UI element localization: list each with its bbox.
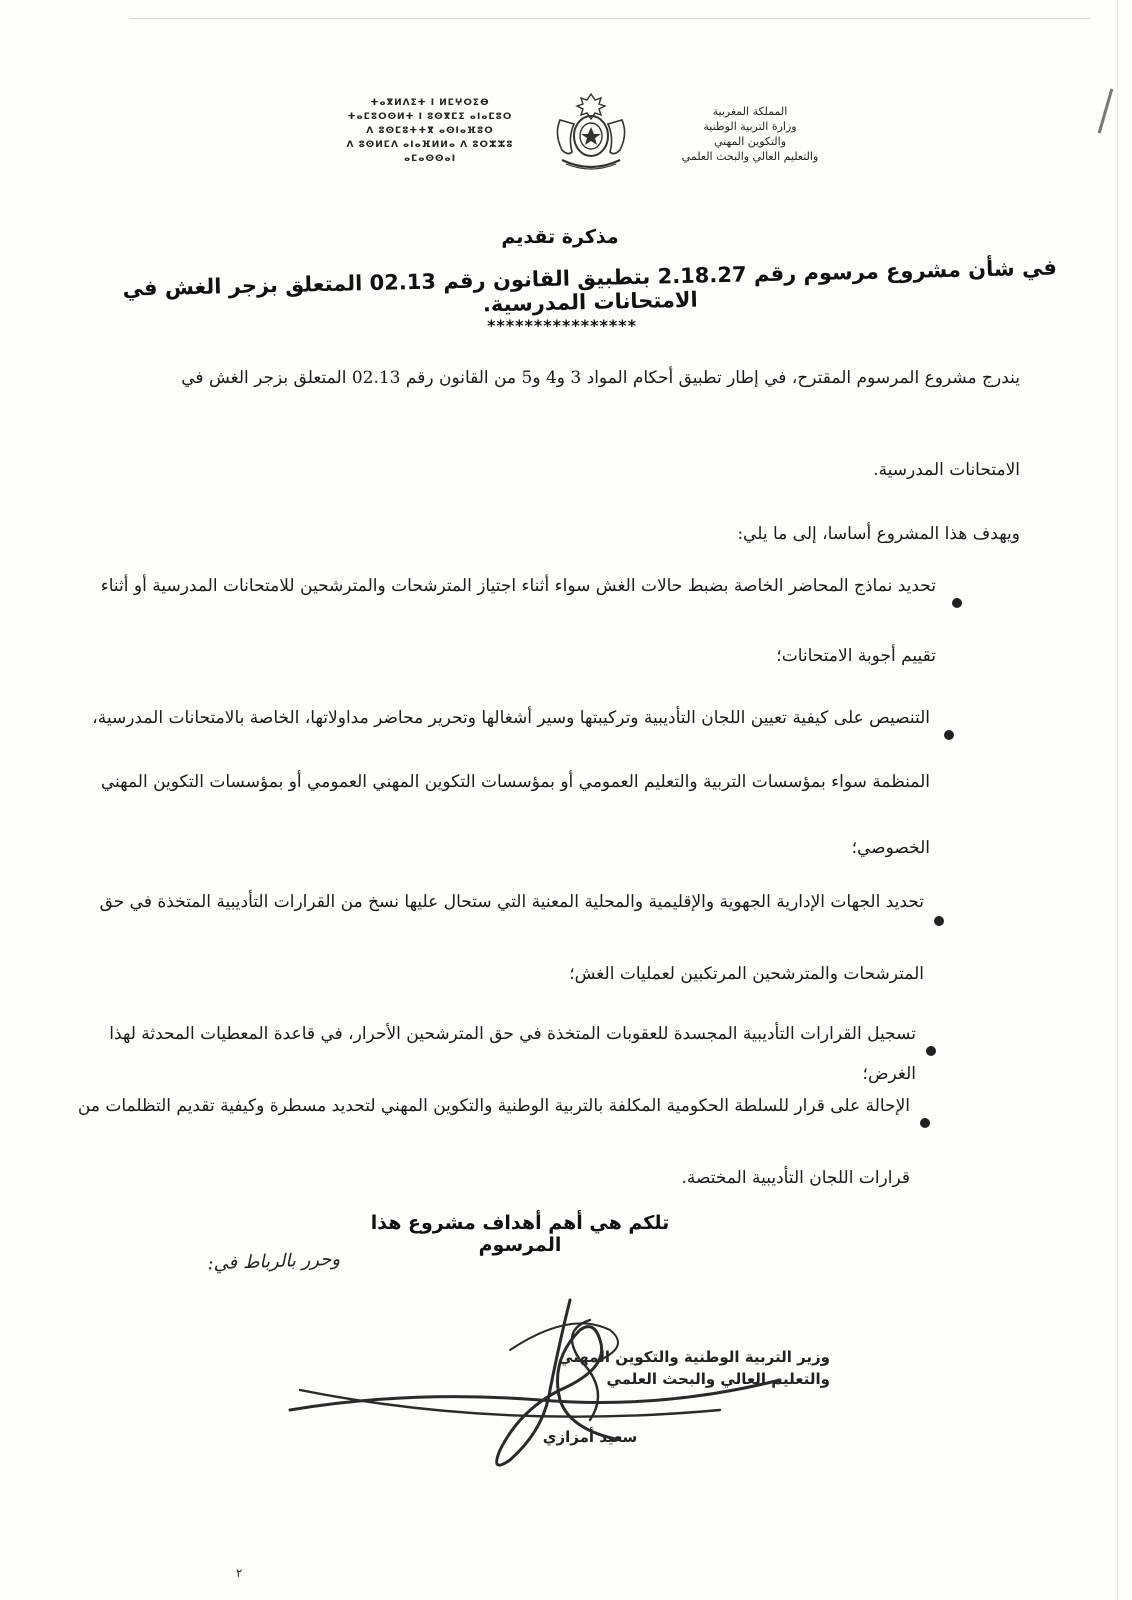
bullet-1-line-1: تحديد نماذج المحاضر الخاصة بضبط حالات الغش سواء أثناء اجتياز المترشحات والمترشحين للامتحانات المدرسية أو أثناء [100, 576, 936, 596]
bullet-2-line-2: المنظمة سواء بمؤسسات التربية والتعليم العمومي أو بمؤسسات التكوين المهني العمومي أو بمؤسسات التكوين المهني [100, 772, 930, 792]
tifinagh-line: ⴷ ⵓⵙⵍⵎⴷ ⴰⵏⴰⴼⵍⵍⴰ ⴷ ⵓⵔⵣⵣⵓ ⴰⵎⴰⵙⵙⴰⵏ [346, 140, 514, 164]
bullet-icon [952, 598, 962, 608]
coat-of-arms-icon [552, 90, 630, 172]
letterhead-line: والتعليم العالي والبحث العلمي [681, 150, 819, 163]
tifinagh-line: ⴷ ⵓⵙⵎⵓⵜⵜⴳ ⴰⵙⵏⴰⴼⵓⵔ [366, 126, 494, 136]
intro-line-2: الامتحانات المدرسية. [873, 460, 1020, 480]
pen-mark [1098, 88, 1114, 133]
bullet-icon [920, 1118, 930, 1128]
bullet-icon [944, 730, 954, 740]
signatory-name: سعيد أمزازي [542, 1428, 638, 1446]
intro-line-1: يندرج مشروع المرسوم المقترح، في إطار تطبيق أحكام المواد 3 و4 و5 من القانون رقم 02.13 المتعلق بزجر الغش في [181, 368, 1020, 388]
signatory-title-line: وزير التربية الوطنية والتكوين المهني [557, 1348, 830, 1366]
handwritten-signature-icon [270, 1290, 830, 1490]
place-and-date: وحرر بالرباط في: [207, 1248, 341, 1275]
tifinagh-line: ⵜⴰⵎⵓⵔⵙⵍⵜ ⵏ ⵓⵙⴳⵎⵉ ⴰⵏⴰⵎⵓⵔ [347, 112, 513, 122]
bullet-4-line-1: تسجيل القرارات التأديبية المجسدة للعقوبات المتخذة في حق المترشحين الأحرار، في قاعدة المعطيات المحدثة لهذا الغرض؛ [109, 1024, 916, 1084]
letterhead-tifinagh [330, 96, 530, 166]
letterhead-line: وزارة التربية الوطنية [703, 120, 797, 133]
separator-stars: **************** [487, 316, 637, 335]
signatory-title-line: والتعليم العالي والبحث العلمي [606, 1370, 830, 1388]
letterhead [320, 90, 850, 190]
signature-block [270, 1290, 830, 1490]
document-title: مذكرة تقديم [501, 226, 619, 248]
document-subject: في شأن مشروع مرسوم رقم 2.18.27 بتطبيق القانون رقم 02.13 المتعلق بزجر الغش في الامتحانات المدرسية. [122, 255, 1058, 317]
bullet-2-line-1: التنصيص على كيفية تعيين اللجان التأديبية وتركيبتها وسير أشغالها وتحرير محاضر مداولاتها، الخاصة بالامتحانات المدرسية، [92, 708, 930, 728]
objectives-intro: ويهدف هذا المشروع أساسا، إلى ما يلي: [737, 524, 1020, 544]
bullet-2-line-3: الخصوصي؛ [851, 838, 930, 858]
bullet-5-line-1: الإحالة على قرار للسلطة الحكومية المكلفة بالتربية الوطنية والتكوين المهني لتحديد مسطرة وكيفية تقديم التظلمات من [77, 1096, 910, 1116]
letterhead-line: والتكوين المهني [713, 135, 787, 148]
page-number: ٢ [236, 1566, 243, 1580]
letterhead-line: المملكة المغربية [712, 105, 788, 118]
scan-artifact-line [130, 18, 1090, 19]
closing-statement: تلكم هي أهم أهداف مشروع هذا المرسوم [370, 1212, 670, 1256]
bullet-1-line-2: تقييم أجوبة الامتحانات؛ [776, 646, 936, 666]
bullet-icon [926, 1046, 936, 1056]
bullet-5-line-2: قرارات اللجان التأديبية المختصة. [681, 1168, 910, 1188]
letterhead-arabic [650, 104, 850, 164]
bullet-3-line-1: تحديد الجهات الإدارية الجهوية والإقليمية والمحلية المعنية التي ستحال عليها نسخ من القرارات التأديبية المتخذة في حق [99, 892, 924, 912]
bullet-icon [934, 916, 944, 926]
tifinagh-line: ⵜⴰⴳⵍⴷⵉⵜ ⵏ ⵍⵎⵖⵔⵉⴱ [370, 98, 490, 108]
bullet-3-line-2: المترشحات والمترشحين المرتكبين لعمليات الغش؛ [569, 964, 924, 984]
scan-edge [1117, 0, 1118, 1600]
